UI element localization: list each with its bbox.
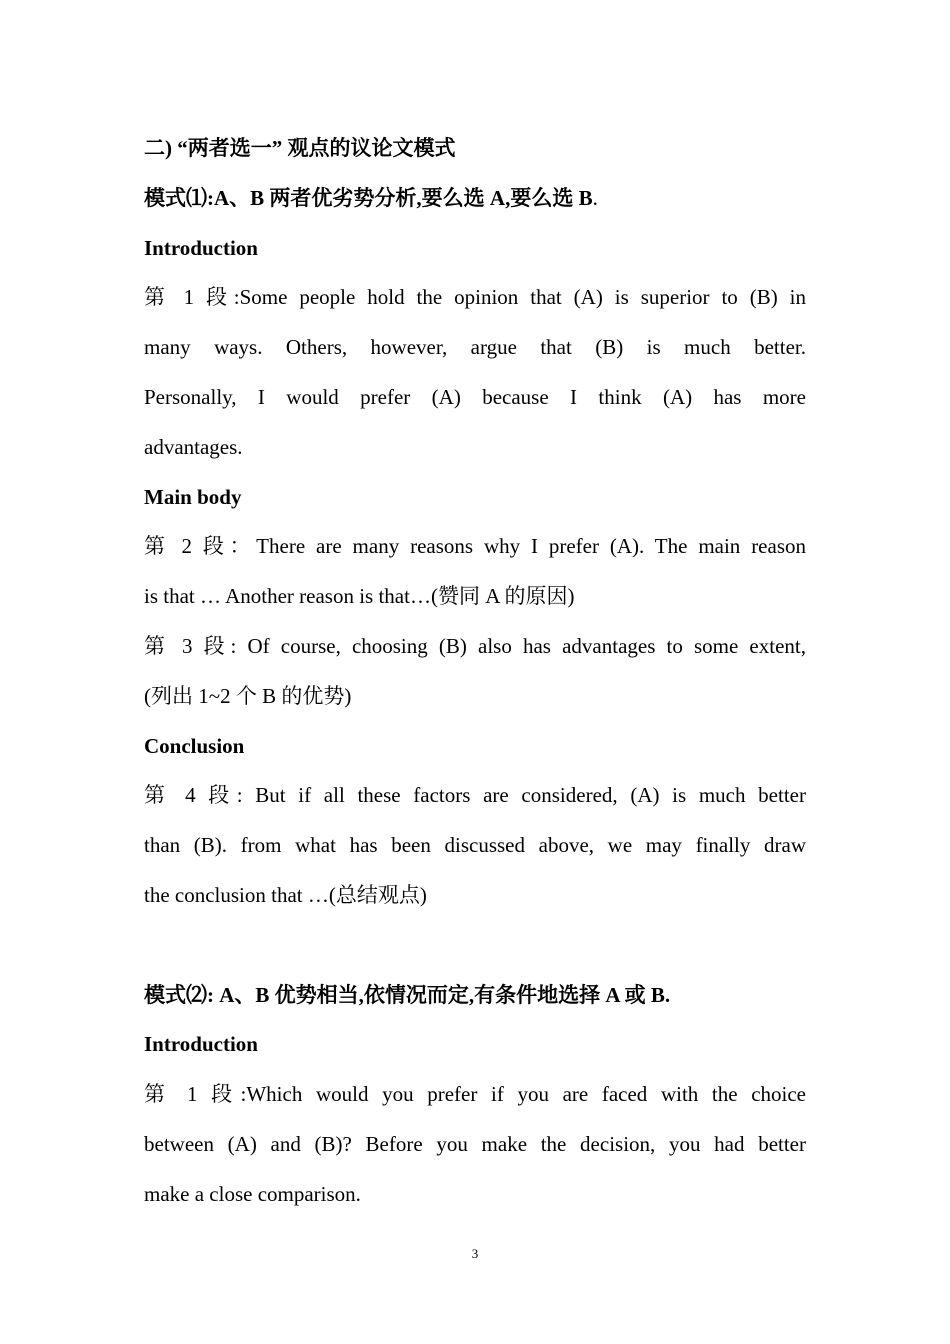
mode1-heading-text: 模式⑴:A、B 两者优劣势分析,要么选 A,要么选 B — [144, 185, 593, 210]
paragraph-line: Personally, I would prefer (A) because I think (A) has more — [144, 384, 806, 409]
paragraph-line: 第 1 段:Some people hold the opinion that (A) is superior to (B) in — [144, 285, 806, 310]
section-title: 二) “两者选一” 观点的议论文模式 — [144, 136, 456, 160]
mode1-paragraph-4 — [144, 771, 806, 920]
mode2-introduction-label: Introduction — [144, 1032, 258, 1057]
paragraph-line: many ways. Others, however, argue that (B) is much better. — [144, 335, 806, 360]
blank-line — [144, 921, 806, 971]
mode1-main-body-label: Main body — [144, 484, 242, 509]
paragraph-line: (列出 1~2 个 B 的优势) — [144, 683, 352, 708]
mode1-introduction-label: Introduction — [144, 235, 258, 260]
mode2-heading: 模式⑵: A、B 优势相当,依情况而定,有条件地选择 A 或 B. — [144, 982, 671, 1007]
page-number: 3 — [471, 1246, 479, 1261]
mode1-paragraph-2 — [144, 522, 806, 622]
paragraph-line: the conclusion that …(总结观点) — [144, 882, 427, 907]
paragraph-line: 第 4 段: But if all these factors are considered, (A) is much better — [144, 783, 806, 808]
mode1-paragraph-1 — [144, 273, 806, 472]
mode1-conclusion-label: Conclusion — [144, 733, 245, 758]
paragraph-line: 第 2 段：There are many reasons why I prefer (A). The main reason — [144, 534, 806, 559]
paragraph-line: 第 1 段:Which would you prefer if you are faced with the choice — [144, 1082, 806, 1107]
paragraph-line: than (B). from what has been discussed above, we may finally draw — [144, 833, 806, 858]
document-page — [144, 124, 806, 1220]
paragraph-line: between (A) and (B)? Before you make the decision, you had better — [144, 1131, 806, 1156]
mode1-paragraph-3 — [144, 622, 806, 722]
paragraph-line: is that … Another reason is that…(赞同 A 的原因) — [144, 584, 575, 609]
paragraph-line: 第 3 段: Of course, choosing (B) also has advantages to some extent, — [144, 633, 806, 658]
mode1-heading — [144, 174, 806, 224]
paragraph-line: make a close comparison. — [144, 1181, 361, 1206]
mode1-heading-period: . — [592, 185, 598, 210]
paragraph-line: advantages. — [144, 434, 243, 459]
mode2-paragraph-1 — [144, 1070, 806, 1219]
